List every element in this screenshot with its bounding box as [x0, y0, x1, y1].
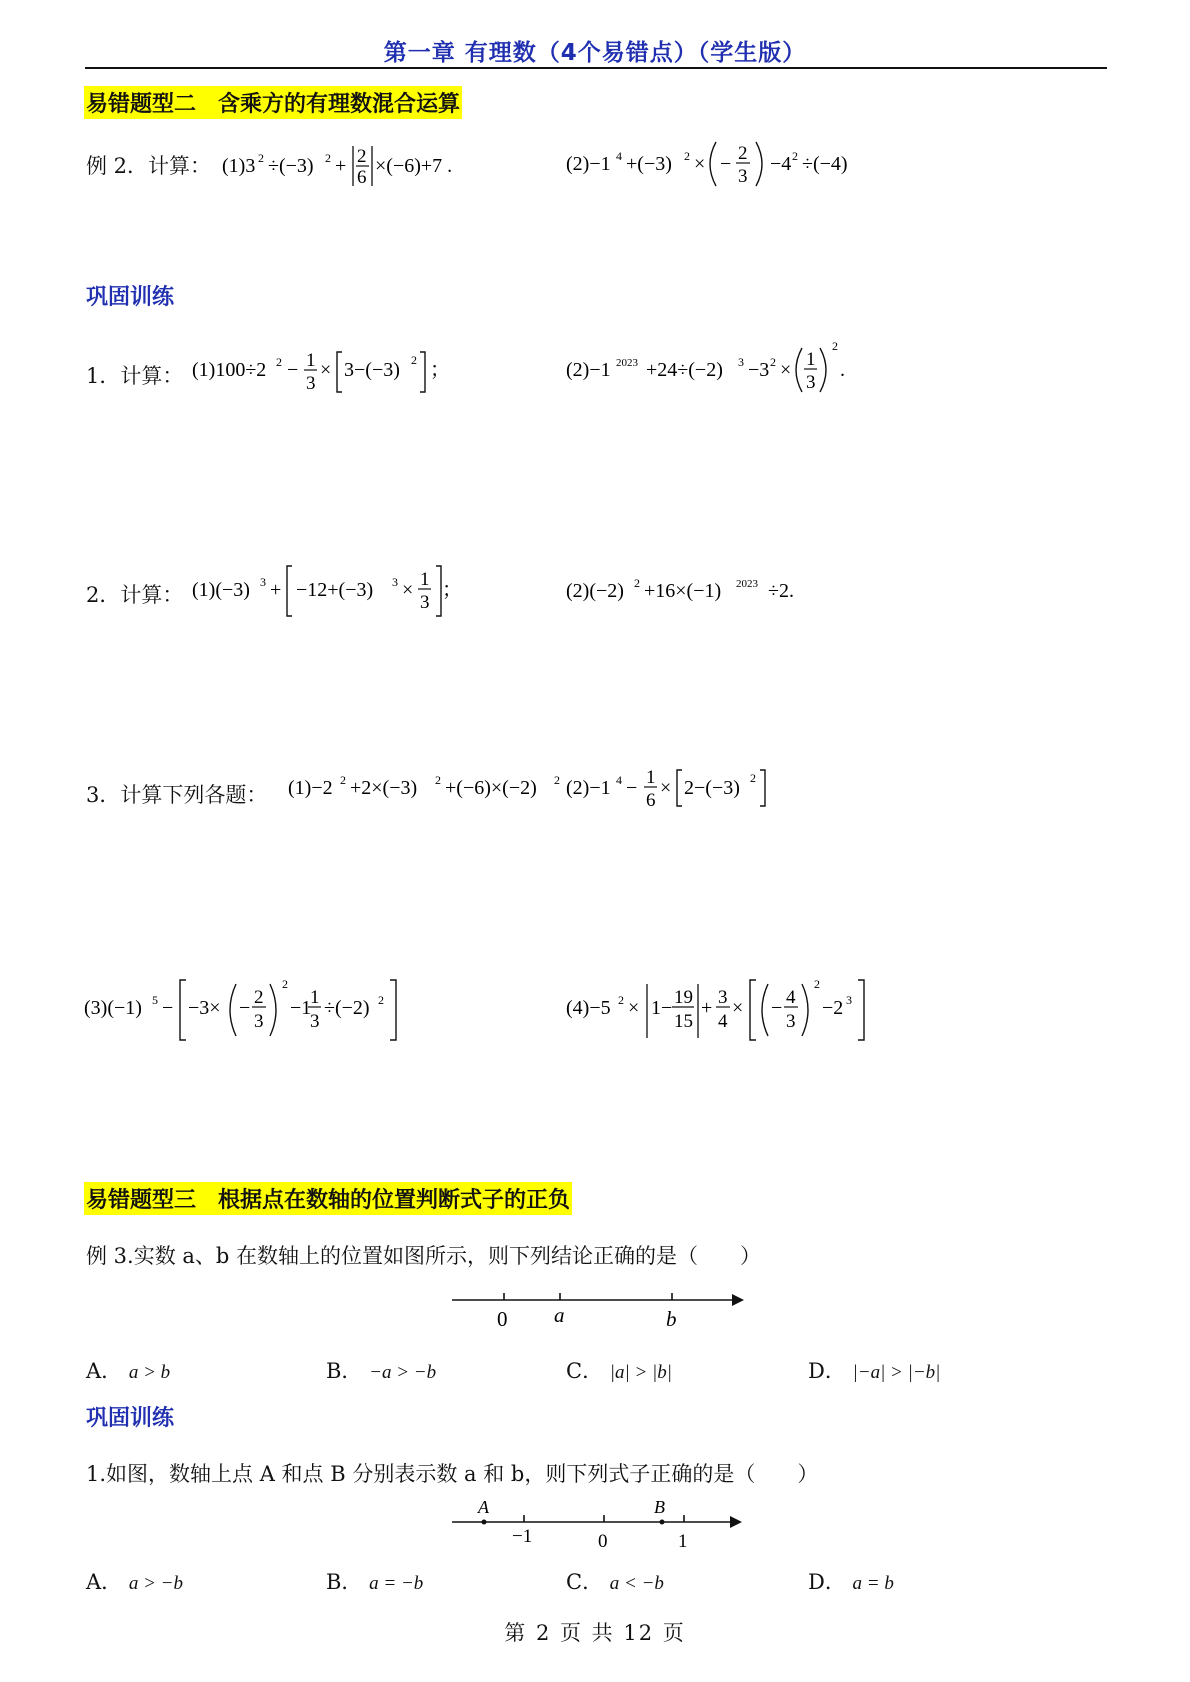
q1-part-1 — [192, 340, 462, 406]
svg-text:×: × — [694, 153, 706, 175]
svg-text:÷(−2): ÷(−2) — [324, 997, 370, 1019]
example-3-option-b[interactable]: B． −a > −b — [326, 1359, 437, 1383]
svg-text:3: 3 — [738, 355, 744, 369]
section-3-q1-option-b[interactable]: B． a = −b — [326, 1570, 424, 1594]
axis-point-b: B — [654, 1497, 665, 1517]
svg-text:+2×(−3): +2×(−3) — [350, 777, 418, 799]
header-divider — [85, 67, 1107, 69]
svg-text:(1)−2: (1)−2 — [288, 777, 333, 799]
svg-text:1: 1 — [806, 349, 816, 370]
svg-text:×: × — [628, 997, 640, 1019]
section-3-q1-number-line — [440, 1496, 760, 1560]
svg-text:−4: −4 — [770, 153, 792, 175]
example-3-option-c[interactable]: C． |a| > |b| — [566, 1359, 672, 1383]
svg-text:×: × — [732, 997, 744, 1019]
section-3-title: 易错题型三 根据点在数轴的位置判断式子的正负 — [84, 1182, 572, 1215]
svg-text:19: 19 — [674, 987, 693, 1008]
svg-text:3−(−3): 3−(−3) — [344, 359, 400, 381]
example-3-option-d[interactable]: D． |−a| > |−b| — [808, 1359, 941, 1383]
svg-text:1: 1 — [306, 350, 316, 371]
example-2-label: 例 2．计算： — [86, 154, 212, 178]
svg-text:−3×: −3× — [188, 997, 221, 1019]
svg-text:3: 3 — [254, 1011, 264, 1032]
svg-text:3: 3 — [392, 575, 398, 589]
svg-text:6: 6 — [357, 167, 367, 188]
q2-part-1 — [192, 558, 462, 626]
svg-text:−: − — [720, 153, 732, 175]
q2-part-2 — [566, 567, 826, 617]
drill-heading-section-2: 巩固训练 — [86, 285, 175, 310]
svg-text:(2)−1: (2)−1 — [566, 777, 611, 799]
section-3-q1-option-c[interactable]: C． a < −b — [566, 1570, 664, 1594]
axis-point-a: A — [478, 1497, 489, 1517]
example-2-part-1 — [222, 138, 482, 200]
svg-text:2: 2 — [554, 773, 560, 787]
svg-text:3: 3 — [718, 987, 728, 1008]
svg-text:−: − — [626, 777, 638, 799]
svg-text:4: 4 — [616, 773, 622, 787]
axis-label-a: a — [554, 1303, 565, 1327]
svg-text:−2: −2 — [822, 997, 844, 1019]
section-3-q1-stem: 1.如图，数轴上点 A 和点 B 分别表示数 a 和 b，则下列式子正确的是（ ） — [86, 1462, 819, 1486]
axis-label-zero: 0 — [598, 1531, 608, 1552]
svg-text:6: 6 — [646, 790, 656, 811]
svg-text:÷2.: ÷2. — [768, 580, 794, 602]
svg-text:×: × — [660, 777, 672, 799]
q2-label: 2．计算： — [86, 583, 184, 607]
svg-text:+(−6)×(−2): +(−6)×(−2) — [445, 777, 537, 799]
svg-text:(1)3: (1)3 — [222, 155, 256, 177]
svg-text:(1)(−3): (1)(−3) — [192, 579, 250, 601]
svg-text:3: 3 — [738, 166, 748, 187]
svg-text:3: 3 — [310, 1011, 320, 1032]
q3-part-1 — [288, 764, 568, 814]
svg-text:(1)100÷2: (1)100÷2 — [192, 359, 267, 381]
svg-text:1: 1 — [310, 987, 320, 1008]
svg-text:2: 2 — [411, 353, 417, 367]
svg-text:3: 3 — [806, 372, 816, 393]
svg-text:2−(−3): 2−(−3) — [684, 777, 740, 799]
svg-text:+: + — [701, 997, 713, 1019]
svg-text:3: 3 — [420, 592, 430, 613]
section-2-title: 易错题型二 含乘方的有理数混合运算 — [84, 86, 462, 119]
svg-text:−: − — [287, 359, 299, 381]
example-2-part-2 — [566, 134, 866, 200]
svg-text:4: 4 — [786, 987, 796, 1008]
page-footer: 第 2 页 共 12 页 — [504, 1621, 686, 1645]
q1-label: 1．计算： — [86, 364, 184, 388]
section-3-q1-option-d[interactable]: D． a = b — [808, 1570, 894, 1594]
svg-text:2: 2 — [357, 146, 367, 167]
q3-label: 3．计算下列各题： — [86, 783, 268, 807]
svg-text:÷(−3): ÷(−3) — [268, 155, 314, 177]
svg-text:+: + — [270, 579, 282, 601]
q3-part-4 — [566, 974, 886, 1052]
svg-text:4: 4 — [718, 1011, 728, 1032]
example-3-number-line — [440, 1282, 760, 1336]
svg-text:1: 1 — [420, 569, 430, 590]
svg-text:(2)−1: (2)−1 — [566, 153, 611, 175]
svg-text:+(−3): +(−3) — [626, 153, 672, 175]
drill-heading-section-3: 巩固训练 — [86, 1406, 175, 1431]
axis-label-one: 1 — [678, 1531, 688, 1552]
svg-text:2: 2 — [634, 576, 640, 590]
svg-text:2: 2 — [378, 993, 384, 1007]
svg-text:2023: 2023 — [616, 357, 638, 369]
svg-text:(3)(−1): (3)(−1) — [84, 997, 142, 1019]
svg-text:+16×(−1): +16×(−1) — [644, 580, 722, 602]
q3-part-2 — [566, 756, 796, 824]
svg-text:2: 2 — [340, 773, 346, 787]
svg-text:2: 2 — [750, 771, 756, 785]
svg-text:−3: −3 — [748, 359, 770, 381]
svg-text:2: 2 — [792, 149, 798, 163]
svg-text:+: + — [335, 155, 347, 177]
svg-text:2023: 2023 — [736, 578, 758, 590]
svg-text:−: − — [239, 997, 251, 1019]
example-3-option-a[interactable]: A． a > b — [86, 1359, 171, 1383]
svg-text:2: 2 — [254, 987, 264, 1008]
svg-text:×: × — [402, 579, 414, 601]
svg-text:3: 3 — [786, 1011, 796, 1032]
svg-text:−12+(−3): −12+(−3) — [296, 579, 374, 601]
section-3-q1-option-a[interactable]: A． a > −b — [86, 1570, 184, 1594]
svg-text:×: × — [320, 359, 332, 381]
svg-text:2: 2 — [282, 977, 288, 991]
svg-text:1−: 1− — [651, 997, 673, 1019]
svg-text:；: ； — [430, 359, 450, 381]
svg-text:2: 2 — [258, 151, 264, 165]
svg-text:−: − — [771, 997, 783, 1019]
svg-text:(4)−5: (4)−5 — [566, 997, 611, 1019]
svg-text:2: 2 — [814, 977, 820, 991]
svg-text:×(−6)+7 .: ×(−6)+7 . — [375, 155, 453, 177]
svg-text:2: 2 — [276, 355, 282, 369]
example-3-stem: 例 3.实数 a、b 在数轴上的位置如图所示，则下列结论正确的是（ ） — [86, 1244, 762, 1268]
svg-text:3: 3 — [306, 373, 316, 394]
q1-part-2 — [566, 338, 866, 406]
svg-text:2: 2 — [325, 151, 331, 165]
svg-text:(2)(−2): (2)(−2) — [566, 580, 624, 602]
svg-text:；: ； — [442, 579, 462, 601]
q3-part-3 — [84, 974, 404, 1052]
svg-text:2: 2 — [832, 339, 838, 353]
svg-text:.: . — [840, 359, 845, 381]
svg-text:−: − — [162, 997, 174, 1019]
axis-label-b: b — [666, 1307, 677, 1331]
svg-text:(2)−1: (2)−1 — [566, 359, 611, 381]
svg-text:−1: −1 — [290, 997, 312, 1019]
svg-text:2: 2 — [684, 149, 690, 163]
svg-text:3: 3 — [260, 575, 266, 589]
svg-text:+24÷(−2): +24÷(−2) — [646, 359, 723, 381]
svg-text:5: 5 — [152, 993, 158, 1007]
svg-text:÷(−4): ÷(−4) — [802, 153, 848, 175]
svg-text:2: 2 — [618, 993, 624, 1007]
svg-text:1: 1 — [646, 767, 656, 788]
page-header-title: 第一章 有理数（4个易错点）（学生版） — [383, 40, 807, 66]
svg-text:4: 4 — [616, 149, 622, 163]
svg-text:15: 15 — [674, 1011, 693, 1032]
axis-label-zero: 0 — [497, 1307, 508, 1331]
svg-text:×: × — [780, 359, 792, 381]
svg-text:2: 2 — [435, 773, 441, 787]
svg-text:2: 2 — [770, 355, 776, 369]
svg-text:2: 2 — [738, 143, 748, 164]
axis-label-minus-one: −1 — [512, 1526, 533, 1547]
svg-text:3: 3 — [846, 993, 852, 1007]
